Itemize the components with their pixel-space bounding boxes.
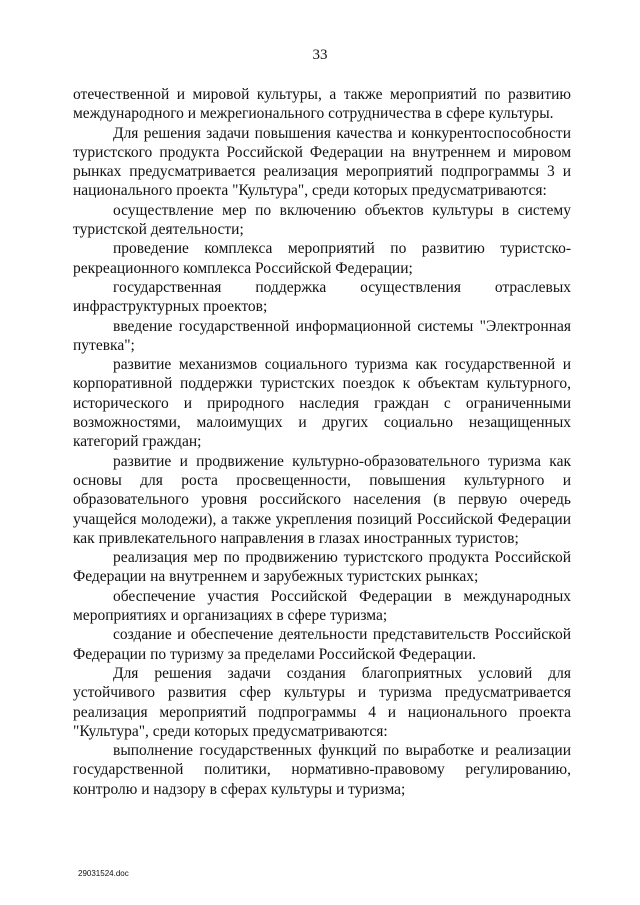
list-item: реализация мер по продвижению туристского продукта Российской Федерации на внутреннем и зарубежных туристских рынках; <box>73 549 571 586</box>
list-item: создание и обеспечение деятельности представительств Российской Федерации по туризму за пределами Российской Федерации. <box>73 626 571 663</box>
page-number: 33 <box>312 47 328 63</box>
paragraph: отечественной и мировой культуры, а также мероприятий по развитию международного и межрегионального сотрудничества в сфере культуры. <box>73 86 571 123</box>
list-item: проведение комплекса мероприятий по развитию туристско-рекреационного комплекса Российской Федерации; <box>73 240 571 277</box>
file-name-footer: 29031524.doc <box>78 869 129 878</box>
list-item: развитие механизмов социального туризма как государственной и корпоративной поддержки туристских поездок к объектам культурного, исторического и природного наследия граждан с ограниченными возможностями, малоимущих и других социально незащищенных категорий граждан; <box>73 356 571 451</box>
list-item: обеспечение участия Российской Федерации в международных мероприятиях и организациях в сфере туризма; <box>73 587 571 625</box>
paragraph: Для решения задачи создания благоприятных условий для устойчивого развития сфер культуры и туризма предусматривается реализация мероприятий подпрограммы 4 и национального проекта "Культура", среди которых предусматриваются: <box>73 664 571 740</box>
list-item: развитие и продвижение культурно-образовательного туризма как основы для роста просвещенности, повышения культурного и образовательного уровня российского населения (в первую очередь учащейся молодежи), а также укрепления позиций Российской Федерации как привлекательного направления в глазах иностранных туристов; <box>73 452 571 547</box>
list-item: государственная поддержка осуществления отраслевых инфраструктурных проектов; <box>73 278 571 316</box>
list-item: выполнение государственных функций по выработке и реализации государственной политики, нормативно-правовому регулированию, контролю и надзору в сферах культуры и туризма; <box>73 742 571 798</box>
list-item: осуществление мер по включению объектов культуры в систему туристской деятельности; <box>73 201 571 239</box>
list-item: введение государственной информационной системы "Электронная путевка"; <box>73 317 571 354</box>
document-body <box>73 85 571 799</box>
paragraph: Для решения задачи повышения качества и конкурентоспособности туристского продукта Российской Федерации на внутреннем и мировом рынках предусматривается реализация мероприятий подпрограммы 3 и национального проекта "Культура", среди которых предусматриваются: <box>73 124 571 200</box>
